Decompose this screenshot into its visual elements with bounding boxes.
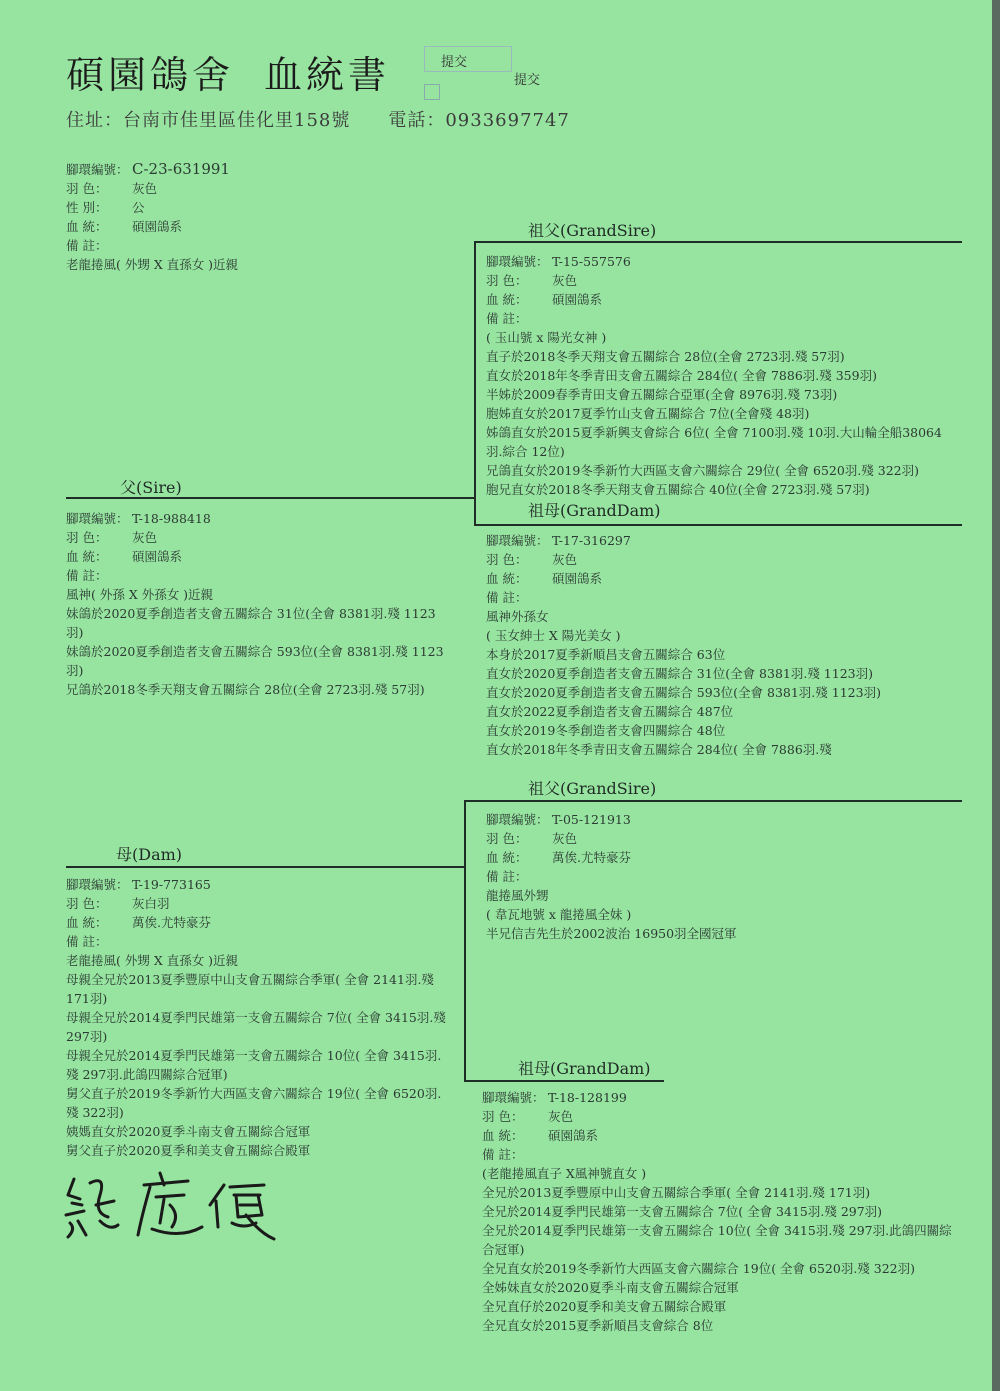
- heading-dam-grandsire: 祖父(GrandSire): [528, 779, 657, 798]
- blood-value: 萬俟.尤特豪芬: [552, 850, 631, 865]
- ring-value: T-19-773165: [132, 877, 211, 892]
- label-color: 羽 色：: [486, 273, 528, 288]
- pedigree-note: 半兄信吉先生於2002波治 16950羽全國冠軍: [486, 926, 737, 941]
- label-blood: 血 統：: [66, 915, 108, 930]
- page-edge: [992, 0, 1000, 1391]
- sire-granddam-info: [486, 531, 952, 759]
- label-color: 羽 色：: [486, 831, 528, 846]
- pedigree-note: 全兄直女於2019冬季新竹大西區支會六關綜合 19位( 全會 6520羽.殘 322羽): [482, 1261, 916, 1276]
- subject-sex: 公: [132, 200, 145, 215]
- grandsire1-line: [474, 241, 962, 243]
- pedigree-note: 兄鴿直女於2019冬季新竹大西區支會六關綜合 29位( 全會 6520羽.殘 322羽): [486, 463, 920, 478]
- color-value: 灰色: [552, 831, 578, 846]
- label-blood: 血 統：: [486, 292, 528, 307]
- label-color: 羽 色：: [66, 530, 108, 545]
- pedigree-note: 直女於2019冬季創造者支會四關綜合 48位: [486, 723, 726, 738]
- blood-value: 碩園鴿系: [552, 292, 603, 307]
- color-value: 灰色: [132, 530, 158, 545]
- pedigree-note: 姨媽直女於2020夏季斗南支會五關綜合冠軍: [66, 1124, 311, 1139]
- blood-value: 碩園鴿系: [552, 571, 603, 586]
- color-value: 灰色: [552, 552, 578, 567]
- label-color: 羽 色：: [66, 181, 108, 196]
- pedigree-note: 妹鴿於2020夏季創造者支會五關綜合 593位(全會 8381羽.殘 1123羽): [66, 644, 444, 678]
- label-ring: 腳環編號：: [486, 254, 549, 269]
- ring-value: T-17-316297: [552, 533, 631, 548]
- granddam1-line: [474, 524, 962, 526]
- subject-note: 老龍捲風( 外甥 X 直孫女 )近親: [66, 257, 239, 272]
- pedigree-note: 半姊於2009春季青田支會五關綜合亞軍(全會 8976羽.殘 73羽): [486, 387, 838, 402]
- label-remark: 備 註：: [482, 1147, 524, 1162]
- label-color: 羽 色：: [486, 552, 528, 567]
- label-color: 羽 色：: [66, 896, 108, 911]
- sire-bracket: [474, 241, 476, 526]
- phone: 電話：0933697747: [388, 110, 570, 131]
- contact-line: [66, 106, 570, 132]
- pedigree-note: 直女於2018年冬季青田支會五關綜合 284位( 全會 7886羽.殘: [486, 742, 832, 757]
- ring-value: T-18-988418: [132, 511, 211, 526]
- dam-grandsire-info: [486, 810, 952, 943]
- color-value: 灰色: [548, 1109, 574, 1124]
- label-blood: 血 統：: [482, 1128, 524, 1143]
- pedigree-note: ( 玉山號 x 陽光女神 ): [486, 330, 607, 345]
- pedigree-note: 直女於2022夏季創造者支會五關綜合 487位: [486, 704, 734, 719]
- pedigree-note: 老龍捲風( 外甥 X 直孫女 )近親: [66, 953, 239, 968]
- pedigree-note: (老龍捲風直子 X風神號直女 ): [482, 1166, 647, 1181]
- pedigree-note: 直子於2018冬季天翔支會五關綜合 28位(全會 2723羽.殘 57羽): [486, 349, 845, 364]
- blood-value: 碩園鴿系: [548, 1128, 599, 1143]
- label-ring: 腳環編號：: [66, 511, 129, 526]
- pedigree-note: 母親全兄於2013夏季豐原中山支會五關綜合季軍( 全會 2141羽.殘 171羽): [66, 972, 434, 1006]
- blood-value: 萬俟.尤特豪芬: [132, 915, 211, 930]
- broken-image-label: 提交: [514, 73, 541, 88]
- pedigree-note: 全兄直仔於2020夏季和美支會五關綜合殿軍: [482, 1299, 727, 1314]
- label-ring: 腳環編號：: [486, 812, 549, 827]
- title-main: 碩園鴿舍: [66, 53, 235, 97]
- title-sub: 血統書: [264, 53, 391, 97]
- pedigree-note: 姊鴿直女於2015夏季新興支會綜合 6位( 全會 7100羽.殘 10羽.大山輪全船38064羽.綜合 12位): [486, 425, 942, 459]
- dam-info: [66, 875, 446, 1160]
- color-value: 灰色: [552, 273, 578, 288]
- pedigree-note: 本身於2017夏季新順昌支會五關綜合 63位: [486, 647, 726, 662]
- pedigree-note: 全兄直女於2015夏季新順昌支會綜合 8位: [482, 1318, 714, 1333]
- page-title: [66, 44, 390, 99]
- ring-value: T-15-557576: [552, 254, 631, 269]
- label-remark: 備 註：: [66, 238, 108, 253]
- pedigree-note: 直女於2020夏季創造者支會五關綜合 31位(全會 8381羽.殘 1123羽): [486, 666, 873, 681]
- pedigree-note: 直女於2018年冬季青田支會五關綜合 284位( 全會 7886羽.殘 359羽): [486, 368, 877, 383]
- label-blood: 血 統：: [66, 549, 108, 564]
- blood-value: 碩園鴿系: [132, 549, 183, 564]
- pedigree-note: 全姊妹直女於2020夏季斗南支會五關綜合冠軍: [482, 1280, 739, 1295]
- pedigree-note: ( 玉女紳士 X 陽光美女 ): [486, 628, 621, 643]
- ring-value: T-18-128199: [548, 1090, 627, 1105]
- granddam2-line: [464, 1080, 664, 1082]
- pedigree-note: 全兄於2014夏季門民雄第一支會五關綜合 10位( 全會 3415羽.殘 297羽.此鴿四關綜合冠軍): [482, 1223, 952, 1257]
- address: 住址：台南市佳里區佳化里158號: [66, 110, 351, 131]
- subject-ring: C-23-631991: [132, 160, 230, 178]
- pedigree-note: ( 韋瓦地號 x 龍捲風全妹 ): [486, 907, 632, 922]
- label-remark: 備 註：: [66, 568, 108, 583]
- heading-dam: 母(Dam): [116, 845, 183, 864]
- grandsire2-line: [464, 800, 962, 802]
- label-ring: 腳環編號：: [482, 1090, 545, 1105]
- ring-value: T-05-121913: [552, 812, 631, 827]
- pedigree-note: 母親全兄於2014夏季門民雄第一支會五關綜合 7位( 全會 3415羽.殘 297羽): [66, 1010, 446, 1044]
- label-ring: 腳環編號：: [486, 533, 549, 548]
- heading-sire-grandsire: 祖父(GrandSire): [528, 221, 657, 240]
- label-remark: 備 註：: [486, 590, 528, 605]
- dam-bracket: [464, 800, 466, 1082]
- broken-image-placeholder: [424, 46, 512, 72]
- heading-dam-granddam: 祖母(GrandDam): [518, 1059, 651, 1078]
- sire-info: [66, 509, 450, 699]
- color-value: 灰白羽: [132, 896, 170, 911]
- pedigree-note: 風神外孫女: [486, 609, 549, 624]
- label-sex: 性 別：: [66, 200, 108, 215]
- pedigree-note: 龍捲風外甥: [486, 888, 549, 903]
- subject-blood: 碩園鴿系: [132, 219, 183, 234]
- pedigree-note: 胞姊直女於2017夏季竹山支會五關綜合 7位(全會殘 48羽): [486, 406, 810, 421]
- handwritten-signature: [60, 1165, 300, 1245]
- pedigree-note: 全兄於2014夏季門民雄第一支會五關綜合 7位( 全會 3415羽.殘 297羽): [482, 1204, 883, 1219]
- sire-grandsire-info: [486, 252, 952, 499]
- pedigree-note: 舅父直子於2019冬季新竹大西區支會六關綜合 19位( 全會 6520羽.殘 322羽): [66, 1086, 442, 1120]
- pedigree-note: 母親全兄於2014夏季門民雄第一支會五關綜合 10位( 全會 3415羽.殘 297羽.此鴿四關綜合冠軍): [66, 1048, 442, 1082]
- label-ring: 腳環編號：: [66, 162, 129, 177]
- pedigree-note: 舅父直子於2020夏季和美支會五關綜合殿軍: [66, 1143, 311, 1158]
- broken-image-alt: 提交: [441, 55, 468, 70]
- heading-sire: 父(Sire): [120, 478, 182, 497]
- pedigree-note: 直女於2020夏季創造者支會五關綜合 593位(全會 8381羽.殘 1123羽): [486, 685, 881, 700]
- label-blood: 血 統：: [486, 571, 528, 586]
- pedigree-note: 風神( 外孫 X 外孫女 )近親: [66, 587, 214, 602]
- pedigree-note: 兄鴿於2018冬季天翔支會五關綜合 28位(全會 2723羽.殘 57羽): [66, 682, 425, 697]
- label-blood: 血 統：: [66, 219, 108, 234]
- label-remark: 備 註：: [66, 934, 108, 949]
- label-remark: 備 註：: [486, 869, 528, 884]
- pedigree-note: 胞兄直女於2018冬季天翔支會五關綜合 40位(全會 2723羽.殘 57羽): [486, 482, 870, 497]
- dam-granddam-info: [482, 1088, 952, 1335]
- label-ring: 腳環編號：: [66, 877, 129, 892]
- label-color: 羽 色：: [482, 1109, 524, 1124]
- dam-line: [66, 866, 466, 868]
- broken-image-icon: [424, 84, 440, 100]
- subject-color: 灰色: [132, 181, 158, 196]
- label-remark: 備 註：: [486, 311, 528, 326]
- heading-sire-granddam: 祖母(GrandDam): [528, 501, 661, 520]
- label-blood: 血 統：: [486, 850, 528, 865]
- subject-info: [66, 160, 446, 274]
- pedigree-note: 妹鴿於2020夏季創造者支會五關綜合 31位(全會 8381羽.殘 1123羽): [66, 606, 436, 640]
- pedigree-note: 全兄於2013夏季豐原中山支會五關綜合季軍( 全會 2141羽.殘 171羽): [482, 1185, 871, 1200]
